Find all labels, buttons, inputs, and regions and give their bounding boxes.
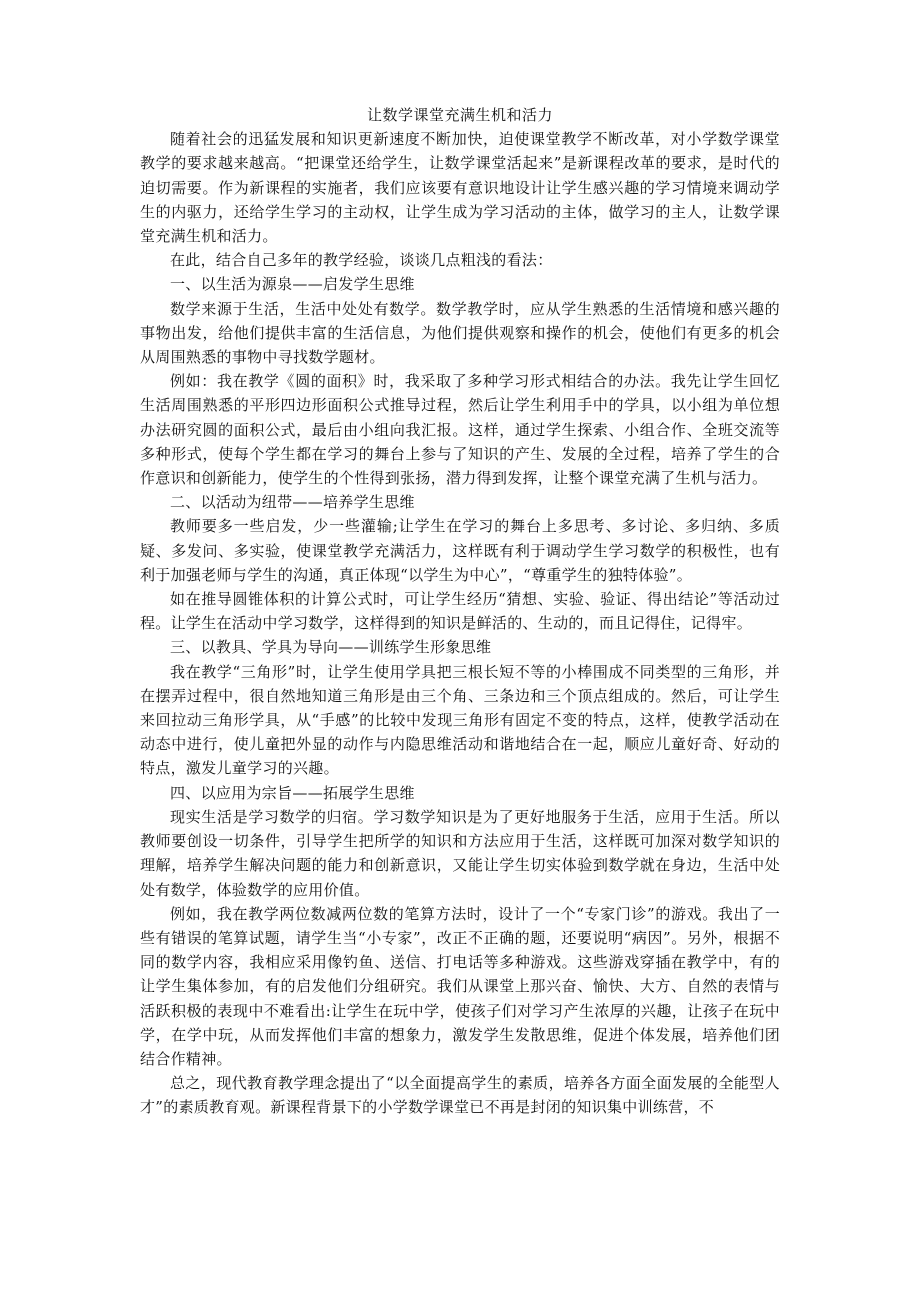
paragraph-lead-in: 在此，结合自己多年的教学经验，谈谈几点粗浅的看法： (170, 251, 553, 270)
section-heading-3: 三、以教具、学具为导向——训练学生形象思维 (170, 638, 492, 657)
paragraph: 现实生活是学习数学的归宿。学习数学知识是为了更好地服务于生活，应用于生活。所以教师要创设一切条件，引导学生把所学的知识和方法应用于生活，这样既可加深对数学知识的理解，培养学生解决问题的能力和创新意识，又能让学生切实体验到数学就在身边，生活中处处有数学，体验数学的应用价值。 (140, 807, 780, 899)
paragraph: 例如，我在教学两位数减两位数的笔算方法时，设计了一个“专家门诊”的游戏。我出了一些有错误的笔算试题，请学生当“小专家”，改正不正确的题，还要说明“病因”。另外，根据不同的数学内容，我相应采用像钓鱼、送信、打电话等多种游戏。这些游戏穿插在教学中，有的让学生集体参加，有的启发他们分组研究。我们从课堂上那兴奋、愉快、大方、自然的表情与活跃积极的表现中不难看出:让学生在玩中学，使孩子们对学习产生浓厚的兴趣，让孩子在玩中学，在学中玩，从而发挥他们丰富的想象力，激发学生发散思维，促进个体发展，培养他们团结合作精神。 (140, 904, 780, 1068)
paragraph: 我在教学“三角形”时，让学生使用学具把三根长短不等的小棒围成不同类型的三角形，并在摆弄过程中，很自然地知道三角形是由三个角、三条边和三个顶点组成的。然后，可让学生来回拉动三角形学具，从“手感”的比较中发现三角形有固定不变的特点，这样，使教学活动在动态中进行，使儿童把外显的动作与内隐思维活动和谐地结合在一起，顺应儿童好奇、好动的特点，激发儿童学习的兴趣。 (140, 662, 780, 778)
paragraph: 例如：我在教学《圆的面积》时，我采取了多种学习形式相结合的办法。我先让学生回忆生活周围熟悉的平形四边形面积公式推导过程，然后让学生利用手中的学具，以小组为单位想办法研究圆的面积公式，最后由小组向我汇报。这样，通过学生探索、小组合作、全班交流等多种形式，使每个学生都在学习的舞台上参与了知识的产生、发展的全过程，培养了学生的合作意识和创新能力，使学生的个性得到张扬，潜力得到发挥，让整个课堂充满了生机与活力。 (140, 372, 780, 488)
paragraph: 如在推导圆锥体积的计算公式时，可让学生经历“猜想、实验、验证、得出结论”等活动过程。让学生在活动中学习数学，这样得到的知识是鲜活的、生动的，而且记得住，记得牢。 (140, 590, 780, 633)
section-heading-4: 四、以应用为宗旨——拓展学生思维 (170, 783, 415, 802)
section-heading-2: 二、以活动为纽带——培养学生思维 (170, 493, 415, 512)
document-title: 让数学课堂充满生机和活力 (366, 106, 553, 124)
document-page (140, 103, 780, 1120)
paragraph: 数学来源于生活，生活中处处有数学。数学教学时，应从学生熟悉的生活情境和感兴趣的事物出发，给他们提供丰富的生活信息，为他们提供观察和操作的机会，使他们有更多的机会从周围熟悉的事物中寻找数学题材。 (140, 299, 780, 367)
paragraph-conclusion: 总之，现代教育教学理念提出了“以全面提高学生的素质，培养各方面全面发展的全能型人才”的素质教育观。新课程背景下的小学数学课堂已不再是封闭的知识集中训练营，不 (140, 1074, 780, 1117)
paragraph-intro: 随着社会的迅猛发展和知识更新速度不断加快，迫使课堂教学不断改革，对小学数学课堂教学的要求越来越高。“把课堂还给学生，让数学课堂活起来”是新课程改革的要求，是时代的迫切需要。作为新课程的实施者，我们应该要有意识地设计让学生感兴趣的学习情境来调动学生的内驱力，还给学生学习的主动权，让学生成为学习活动的主体，做学习的主人，让数学课堂充满生机和活力。 (140, 130, 780, 246)
section-heading-1: 一、以生活为源泉——启发学生思维 (170, 275, 415, 294)
paragraph: 教师要多一些启发，少一些灌输;让学生在学习的舞台上多思考、多讨论、多归纳、多质疑、多发问、多实验，使课堂教学充满活力，这样既有利于调动学生学习数学的积极性，也有利于加强老师与学生的沟通，真正体现“以学生为中心”，“尊重学生的独特体验”。 (140, 517, 780, 584)
